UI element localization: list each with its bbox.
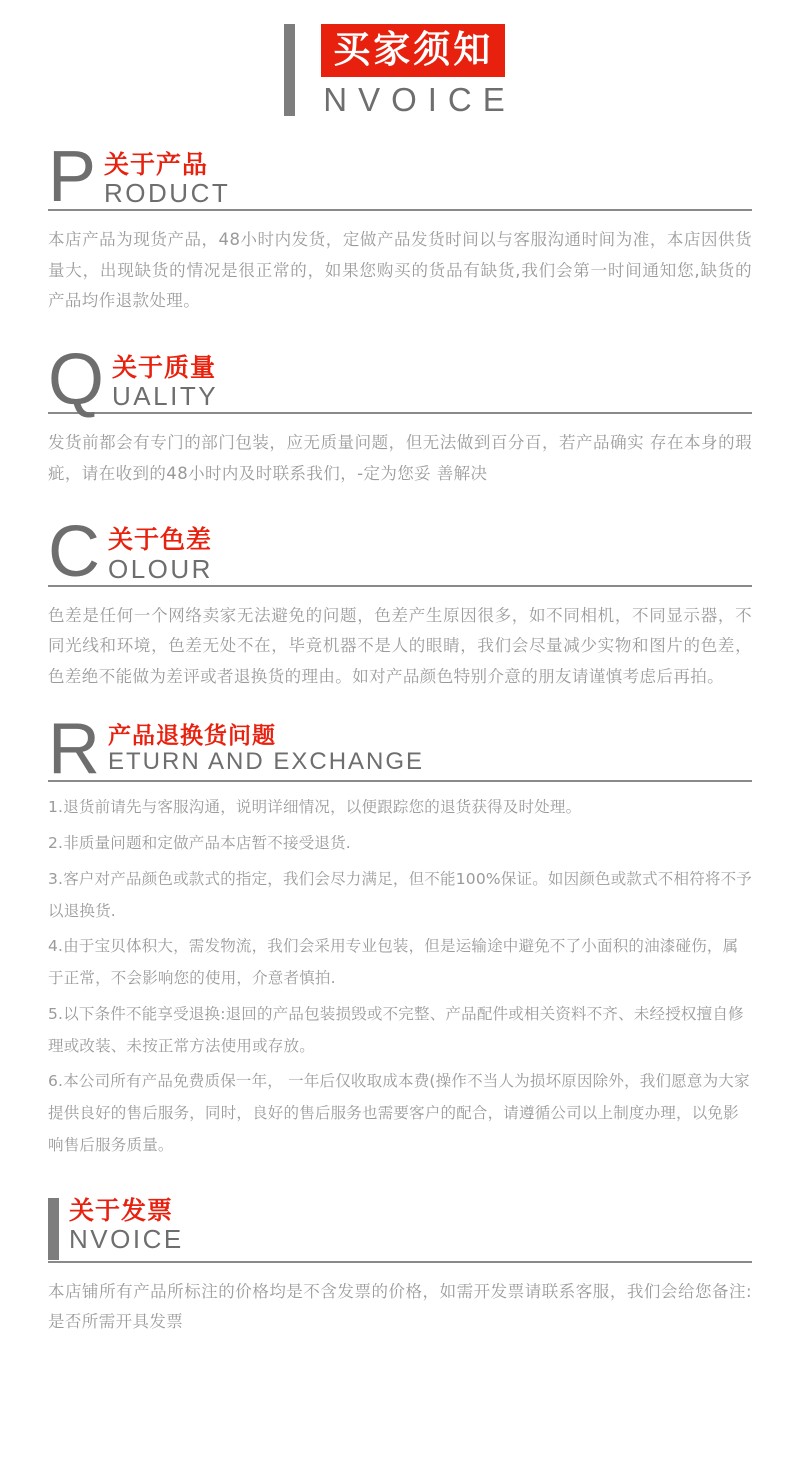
section-title-cn-colour: 关于色差 bbox=[108, 525, 213, 555]
section-title-en-product: RODUCT bbox=[104, 178, 231, 209]
banner-title-en: NVOICE bbox=[323, 81, 516, 118]
banner-title-cn: 买家须知 bbox=[321, 24, 505, 77]
section-titles-invoice bbox=[69, 1196, 184, 1254]
spacer bbox=[48, 317, 752, 353]
page-content bbox=[0, 137, 800, 1338]
section-title-cn-product: 关于产品 bbox=[104, 150, 209, 179]
section-titles-quality bbox=[112, 353, 218, 411]
spacer bbox=[48, 1166, 752, 1196]
section-title-cn-invoice: 关于发票 bbox=[69, 1195, 174, 1225]
section-body-quality bbox=[48, 414, 752, 489]
section-header-return-exchange bbox=[48, 709, 752, 790]
section-return-exchange bbox=[48, 709, 753, 1161]
list-item: 5.以下条件不能享受退换:退回的产品包装损毁或不完整、产品配件或相关资料不齐、未经授权擅自修理或改装、未按正常方法使用或存放。 bbox=[48, 1004, 744, 1055]
section-header-colour bbox=[48, 512, 752, 593]
section-title-en-return-exchange: ETURN AND EXCHANGE bbox=[108, 748, 425, 776]
banner-text-block bbox=[321, 24, 516, 120]
section-titles-product bbox=[104, 150, 230, 208]
section-quality bbox=[48, 339, 752, 489]
list-item: 6.本公司所有产品免费质保一年， 一年后仅收取成本费(操作不当人为损坏原因除外，我们愿意为大家提供良好的售后服务，同时，良好的售后服务也需要客户的配合，请遵循公司以上制度办理，以免影响售后服务质量。 bbox=[48, 1072, 750, 1154]
section-body-product bbox=[48, 211, 752, 317]
section-title-cn-quality: 关于质量 bbox=[112, 352, 217, 382]
list-item: 4.由于宝贝体积大，需发物流，我们会采用专业包装，但是运输途中避免不了小面积的油漆碰伤，属于正常，不会影响您的使用，介意者慎拍. bbox=[48, 937, 739, 988]
dropcap-r: R bbox=[48, 709, 100, 790]
dropcap-c: C bbox=[48, 512, 100, 593]
vertical-bar-letter-i-icon bbox=[284, 24, 295, 116]
section-body-colour bbox=[48, 587, 752, 693]
section-title-en-quality: UALITY bbox=[112, 381, 219, 412]
section-header-quality bbox=[48, 339, 752, 420]
section-body-invoice bbox=[48, 1263, 752, 1338]
section-title-en-colour: OLOUR bbox=[108, 553, 213, 584]
spacer bbox=[48, 692, 752, 722]
section-title-en-invoice: NVOICE bbox=[69, 1223, 184, 1254]
section-titles-colour bbox=[108, 525, 213, 583]
section-colour bbox=[48, 512, 752, 692]
spacer bbox=[48, 489, 752, 525]
section-title-cn-return-exchange: 产品退换货问题 bbox=[108, 723, 276, 750]
section-titles-return-exchange bbox=[108, 722, 424, 776]
paragraph: 发货前都会有专门的部门包装，应无质量问题，但无法做到百分百，若产品确实 存在本身的瑕疵，请在收到的48小时内及时联系我们，-定为您妥 善解决 bbox=[48, 433, 752, 483]
paragraph: 本店铺所有产品所标注的价格均是不含发票的价格，如需开发票请联系客服，我们会给您备注:是否所需开具发票 bbox=[48, 1281, 752, 1332]
paragraph: 色差是任何一个网络卖家无法避免的问题，色差产生原因很多，如不同相机，不同显示器，不同光线和环境，色差无处不在，毕竟机器不是人的眼睛，我们会尽量减少实物和图片的色差，色差绝不能做为差评或者退换货的理由。如对产品颜色特别介意的朋友请谨慎考虑后再拍。 bbox=[48, 605, 752, 686]
section-body-return-exchange bbox=[48, 782, 752, 1161]
section-header-product bbox=[48, 137, 752, 217]
list-item: 1.退货前请先与客服沟通，说明详细情况，以便跟踪您的退货获得及时处理。 bbox=[48, 798, 582, 817]
list-item: 3.客户对产品颜色或款式的指定，我们会尽力满足，但不能100%保证。如因颜色或款式不相符将不予以退换货. bbox=[48, 869, 753, 920]
section-invoice bbox=[48, 1196, 752, 1338]
list-item: 2.非质量问题和定做产品本店暂不接受退货. bbox=[48, 834, 351, 852]
page-banner bbox=[0, 0, 800, 150]
dropcap-q: Q bbox=[48, 339, 105, 420]
banner-inner bbox=[284, 24, 516, 120]
section-product bbox=[48, 137, 752, 317]
paragraph: 本店产品为现货产品，48小时内发货，定做产品发货时间以与客服沟通时间为准，本店因供货量大，出现缺货的情况是很正常的，如果您购买的货品有缺货,我们会第一时间通知您,缺货的产品均作退款处理。 bbox=[48, 230, 752, 311]
vertical-bar-letter-i-icon bbox=[48, 1198, 59, 1260]
dropcap-p: P bbox=[48, 137, 97, 217]
section-header-invoice bbox=[48, 1196, 752, 1263]
